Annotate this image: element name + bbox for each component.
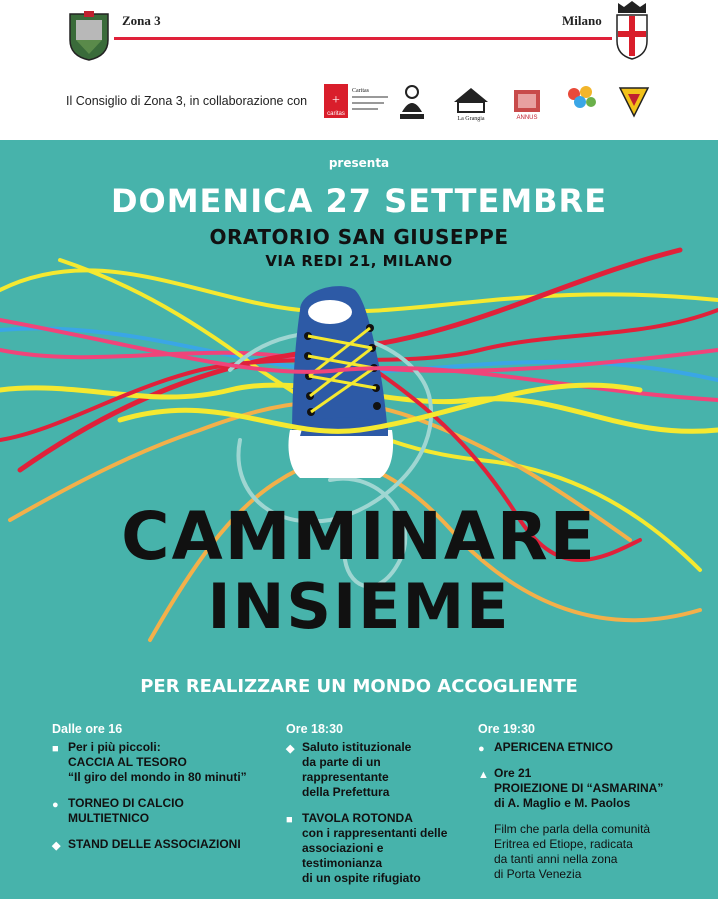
list-item [286,811,476,886]
film-note-line: Eritrea ed Etiope, radicata [494,837,633,851]
hands-logo [564,82,600,122]
milano-label: Milano [562,13,602,28]
triangle-bullet-icon: ▲ [478,769,489,781]
film-note [478,822,678,882]
triangle-logo [618,82,650,122]
sneaker-icon [288,286,393,478]
item-line: TORNEO DI CALCIO [68,796,184,810]
square-bullet-icon: ■ [286,814,293,826]
event-date: DOMENICA 27 SETTEMBRE [110,182,608,220]
event-subtitle: PER REALIZZARE UN MONDO ACCOGLIENTE [140,676,578,697]
item-line: testimonianza [302,856,383,870]
centro-ascolto-logo [396,82,428,122]
list-item [52,796,272,826]
item-line: da parte di un [302,755,381,769]
diamond-bullet-icon: ◆ [52,840,61,852]
event-venue: ORATORIO SAN GIUSEPPE [209,225,509,249]
zona-label: Zona 3 [122,13,161,28]
item-line: rappresentante [302,770,389,784]
title-line2: INSIEME [207,570,511,643]
item-line: Ore 21 [494,766,532,780]
list-item [478,740,678,755]
svg-text:Caritas: Caritas [352,88,369,94]
film-note-line: da tanti anni nella zona [494,852,618,866]
program-column-2 [286,722,476,897]
caritas-logo [324,82,394,122]
item-line: APERICENA ETNICO [494,740,613,754]
film-note-line: di Porta Venezia [494,867,582,881]
item-line: TAVOLA ROTONDA [302,811,413,825]
zona3-crest-icon [66,10,112,62]
svg-text:La Grangia: La Grangia [457,116,485,122]
item-line: PROIEZIONE DI “ASMARINA” [494,781,664,795]
header-bar [0,0,718,140]
milano-crest-icon [614,1,650,61]
item-line: “Il giro del mondo in 80 minuti” [68,770,247,784]
diamond-bullet-icon: ◆ [286,743,295,755]
item-line: MULTIETNICO [68,811,150,825]
program-column-1 [52,722,272,863]
item-line: associazioni e [302,841,384,855]
centesimus-annus-logo [512,82,542,122]
item-line: della Prefettura [302,785,390,799]
presenta-label: presenta [328,156,390,170]
item-line: con i rappresentanti delle [302,826,448,840]
column-header: Ore 19:30 [478,722,535,736]
item-line: di un ospite rifugiato [302,871,421,885]
list-item [286,740,476,800]
list-item [478,766,678,811]
list-item [52,837,272,852]
item-line: di A. Maglio e M. Paolos [494,796,631,810]
list-item [52,740,272,785]
column-header: Ore 18:30 [286,722,343,736]
event-address: VIA REDI 21, MILANO [265,252,453,270]
circle-bullet-icon: ● [478,743,485,755]
title-line1: CAMMINARE [121,498,597,575]
program-column-3 [478,722,678,882]
circle-bullet-icon: ● [52,799,59,811]
item-line: Saluto istituzionale [302,740,412,754]
header-red-line [114,37,612,40]
item-line: STAND DELLE ASSOCIAZIONI [68,837,241,851]
svg-text:caritas: caritas [327,111,345,117]
column-header: Dalle ore 16 [52,722,123,736]
film-note-line: Film che parla della comunità [494,822,651,836]
square-bullet-icon: ■ [52,743,59,755]
collaboration-text: Il Consiglio di Zona 3, in collaborazione con [66,94,308,108]
item-line: Per i più piccoli: [68,740,161,754]
svg-text:ANNUS: ANNUS [516,115,538,121]
la-grangia-logo [450,82,492,122]
item-line: CACCIA AL TESORO [68,755,187,769]
svg-text:+: + [332,93,340,108]
poster [0,140,718,899]
